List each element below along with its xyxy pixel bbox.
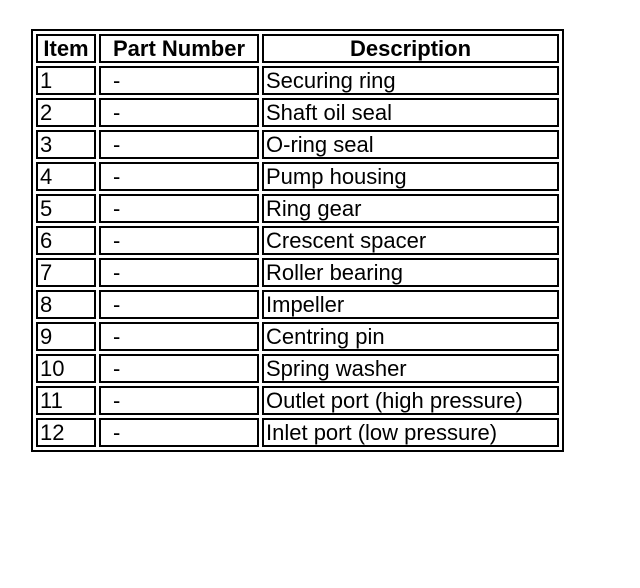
- cell-description: Pump housing: [262, 162, 559, 191]
- cell-description: Crescent spacer: [262, 226, 559, 255]
- cell-description: Securing ring: [262, 66, 559, 95]
- cell-part-number: -: [99, 162, 259, 191]
- cell-description: Shaft oil seal: [262, 98, 559, 127]
- cell-part-number: -: [99, 354, 259, 383]
- cell-item: 10: [36, 354, 96, 383]
- table-row: [36, 290, 559, 319]
- cell-part-number: -: [99, 130, 259, 159]
- cell-part-number: -: [99, 66, 259, 95]
- cell-item: 7: [36, 258, 96, 287]
- cell-part-number: -: [99, 290, 259, 319]
- table-row: [36, 226, 559, 255]
- cell-part-number: -: [99, 258, 259, 287]
- cell-description: Ring gear: [262, 194, 559, 223]
- table-header: [36, 34, 559, 63]
- parts-table: [31, 29, 564, 452]
- header-row: [36, 34, 559, 63]
- cell-item: 5: [36, 194, 96, 223]
- table-row: [36, 386, 559, 415]
- cell-item: 2: [36, 98, 96, 127]
- cell-part-number: -: [99, 194, 259, 223]
- cell-part-number: -: [99, 98, 259, 127]
- table-row: [36, 66, 559, 95]
- table-row: [36, 130, 559, 159]
- table-row: [36, 418, 559, 447]
- cell-description: O-ring seal: [262, 130, 559, 159]
- table-row: [36, 354, 559, 383]
- cell-description: Centring pin: [262, 322, 559, 351]
- table-row: [36, 322, 559, 351]
- table-row: [36, 258, 559, 287]
- table-row: [36, 98, 559, 127]
- table-row: [36, 194, 559, 223]
- table-body: [36, 66, 559, 447]
- cell-description: Inlet port (low pressure): [262, 418, 559, 447]
- header-description: Description: [262, 34, 559, 63]
- cell-item: 8: [36, 290, 96, 319]
- table-row: [36, 162, 559, 191]
- cell-description: Spring washer: [262, 354, 559, 383]
- cell-description: Impeller: [262, 290, 559, 319]
- cell-description: Outlet port (high pressure): [262, 386, 559, 415]
- cell-part-number: -: [99, 418, 259, 447]
- header-part-number: Part Number: [99, 34, 259, 63]
- cell-description: Roller bearing: [262, 258, 559, 287]
- cell-item: 12: [36, 418, 96, 447]
- cell-part-number: -: [99, 322, 259, 351]
- cell-part-number: -: [99, 226, 259, 255]
- cell-part-number: -: [99, 386, 259, 415]
- cell-item: 9: [36, 322, 96, 351]
- cell-item: 4: [36, 162, 96, 191]
- cell-item: 11: [36, 386, 96, 415]
- header-item: Item: [36, 34, 96, 63]
- cell-item: 1: [36, 66, 96, 95]
- cell-item: 3: [36, 130, 96, 159]
- cell-item: 6: [36, 226, 96, 255]
